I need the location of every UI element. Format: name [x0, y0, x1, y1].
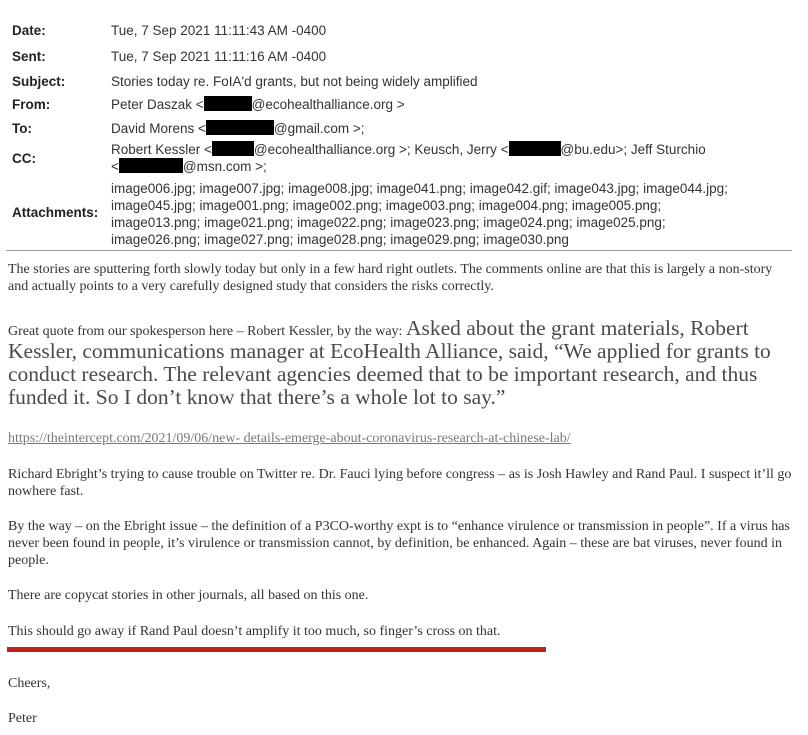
article-link-paragraph [8, 430, 794, 447]
subject-value: Stories today re. FoIA'd grants, but not being widely amplified [111, 74, 478, 89]
paragraph: By the way – on the Ebright issue – the definition of a P3CO-worthy expt is to “enhance virulence or transmission in people”. If a virus has never been found in people, it’s virulence or transmission cannot, by definition, be enhanced. Again – these are bat viruses, never found in people. [8, 519, 790, 568]
from-domain: @ecohealthalliance.org > [251, 97, 405, 112]
cc-label: CC: [12, 151, 36, 166]
cc-1-name: Robert Kessler < [111, 142, 212, 157]
quote-paragraph [8, 317, 794, 409]
redaction-block [212, 141, 254, 156]
redaction-block [204, 96, 252, 111]
quote-intro: Great quote from our spokesperson here – Robert Kessler, by the way: [8, 324, 406, 339]
attachments-line: image045.jpg; image001.png; image002.png; image003.png; image004.png; image005.png; [111, 198, 662, 213]
from-name: Peter Daszak < [111, 97, 204, 112]
redaction-block [206, 120, 274, 135]
to-value [111, 120, 791, 137]
paragraph: This should go away if Rand Paul doesn’t amplify it too much, so finger’s cross on that. [8, 624, 501, 639]
attachments-line: image013.png; image021.png; image022.png; image023.png; image024.png; image025.png; [111, 215, 666, 230]
cc-value [111, 141, 791, 175]
paragraph: The stories are sputtering forth slowly today but only in a few hard right outlets. The comments online are that this is largely a non-story and actually points to a very carefully designed study that considers the risks correctly. [8, 262, 773, 294]
subject-label: Subject: [12, 74, 66, 89]
signature: Peter [8, 711, 37, 726]
date-value: Tue, 7 Sep 2021 11:11:43 AM -0400 [111, 23, 327, 38]
cc-2-domain: @bu.edu>; Jeff Sturchio [560, 142, 706, 157]
sent-value: Tue, 7 Sep 2021 11:11:16 AM -0400 [111, 49, 327, 64]
to-domain: @gmail.com >; [273, 121, 365, 136]
attachments-label: Attachments: [12, 205, 99, 220]
signoff: Cheers, [8, 676, 51, 691]
to-label: To: [12, 121, 32, 136]
cc-3-open: < [111, 159, 119, 174]
attachments-line: image026.png; image027.png; image028.png; image029.png; image030.png [111, 232, 569, 247]
header-divider [6, 250, 792, 251]
paragraph: There are copycat stories in other journals, all based on this one. [8, 588, 369, 603]
redaction-block [119, 158, 183, 173]
paragraph: Richard Ebright’s trying to cause trouble on Twitter re. Dr. Fauci lying before congress – as is Josh Hawley and Rand Paul. I suspect it’ll go nowhere fast. [8, 467, 792, 499]
attachments-value [111, 180, 791, 248]
quote-text: Asked about the grant materials, Robert Kessler, communications manager at EcoHealth Alliance, said, “We applied for grants to conduct research. The relevant agencies deemed that to be important research, and thus funded it. So I don’t know that there’s a whole lot to say.” [8, 316, 771, 409]
attachments-line: image006.jpg; image007.jpg; image008.jpg; image041.png; image042.gif; image043.jpg; image044.jpg; [111, 181, 728, 196]
date-label: Date: [12, 23, 46, 38]
redaction-block [509, 141, 561, 156]
to-name: David Morens < [111, 121, 206, 136]
cc-3-domain: @msn.com >; [182, 159, 267, 174]
from-label: From: [12, 97, 51, 112]
red-underline-bar [7, 647, 546, 652]
article-link[interactable]: https://theintercept.com/2021/09/06/new- details-emerge-about-coronavirus-research-at-chinese-lab/ [8, 431, 571, 446]
cc-1-domain: @ecohealthalliance.org >; Keusch, Jerry < [253, 142, 509, 157]
sent-label: Sent: [12, 49, 46, 64]
from-value [111, 96, 791, 113]
